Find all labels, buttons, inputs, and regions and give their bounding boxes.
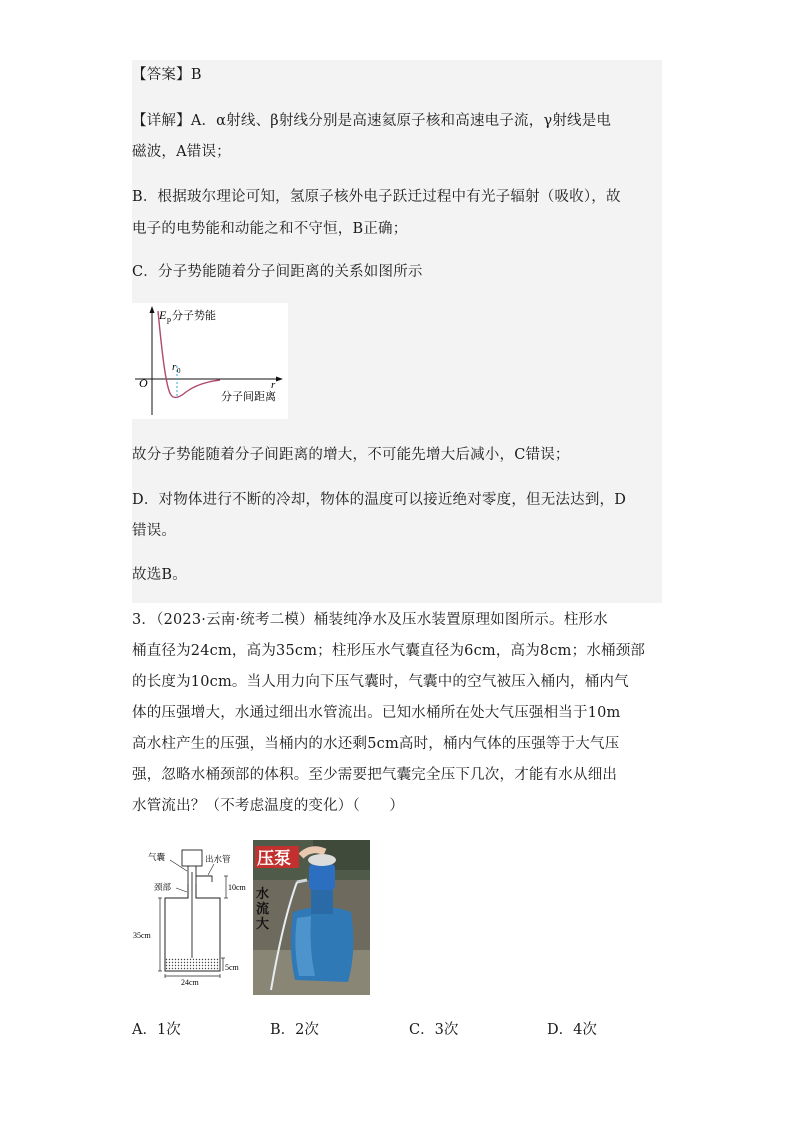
question-line-5: 高水柱产生的压强，当桶内的水还剩5cm高时，桶内气体的压强等于大气压: [132, 736, 620, 752]
explanation-line-9: 故选B。: [132, 567, 187, 583]
pump-photo: [253, 840, 370, 995]
label-outlet: 出水管: [205, 855, 231, 865]
dim-5cm: 5cm: [225, 963, 239, 972]
x-axis-arrow: [276, 377, 283, 382]
bucket-schematic: [132, 838, 246, 996]
ylabel-E: E: [159, 308, 167, 322]
bucket-outline: [165, 884, 220, 971]
option-a[interactable]: A．1次: [132, 1022, 181, 1038]
water-level: [166, 958, 220, 971]
neck-leader: [176, 888, 187, 892]
explanation-line-7: D．对物体进行不断的冷却，物体的温度可以接近绝对零度，但无法达到，D: [132, 492, 627, 508]
water-bucket-diagram: [132, 838, 246, 996]
answer-line: [132, 65, 202, 85]
bucket-neck-photo: [311, 890, 333, 914]
photo-caption-side-2: 流: [256, 902, 270, 917]
airbag-box: [182, 850, 202, 866]
question-line-4: 体的压强增大，水通过细出水管流出。已知水桶所在处大气压强相当于10m: [132, 705, 621, 721]
explanation-line-1: [132, 111, 611, 131]
dim-24cm: 24cm: [181, 978, 199, 987]
x-axis-r-label: r: [271, 379, 276, 391]
potential-energy-graph: [132, 303, 288, 419]
explanation-line-3: B．根据玻尔理论可知，氢原子核外电子跃迁过程中有光子辐射（吸收），故: [132, 189, 621, 205]
explanation-line-8: 错误。: [132, 523, 177, 539]
potential-energy-figure: [132, 303, 288, 419]
label-airbag: 气囊: [148, 853, 166, 863]
answer-label: 【答案】: [132, 67, 191, 83]
explanation-line-2: 磁波，A错误；: [132, 144, 231, 160]
pump-head-photo: [309, 864, 335, 890]
option-d[interactable]: D．4次: [547, 1022, 597, 1038]
question-line-7: 水管流出？（不考虑温度的变化）（ ）: [132, 798, 405, 814]
pump-photo-image: [253, 840, 370, 995]
question-line-2: 桶直径为24cm，高为35cm；柱形压水气囊直径为6cm，高为8cm；水桶颈部: [132, 643, 646, 659]
r0-label: r: [172, 361, 177, 373]
ylabel-text: 分子势能: [172, 309, 216, 322]
dim-10cm: 10cm: [228, 883, 246, 892]
option-b[interactable]: B．2次: [270, 1022, 319, 1038]
option-c[interactable]: C．3次: [409, 1022, 459, 1038]
question-line-6: 强，忽略水桶颈部的体积。至少需要把气囊完全压下几次，才能有水从细出: [132, 767, 618, 783]
outlet-pipe: [196, 876, 212, 882]
question-line-1: 3．（2023·云南·统考二模）桶装纯净水及压水装置原理如图所示。柱形水: [132, 612, 608, 628]
ylabel-sub: p: [167, 315, 171, 324]
explanation-label: 【详解】: [132, 113, 191, 129]
question-line-3: 的长度为10cm。当人用力向下压气囊时，气囊中的空气被压入桶内，桶内气: [132, 674, 629, 690]
answer-value: B: [190, 67, 202, 83]
photo-caption-side-3: 大: [256, 917, 270, 932]
dim-35cm: 35cm: [133, 931, 151, 940]
explanation-line-4: 电子的电势能和动能之和不守恒，B正确；: [132, 221, 408, 237]
photo-caption-top: 压泵: [257, 849, 291, 869]
y-axis-arrow: [150, 306, 155, 313]
photo-caption-side-1: 水: [256, 887, 270, 902]
explanation-line-5: C．分子势能随着分子间距离的关系如图所示: [132, 264, 423, 280]
outlet-leader: [208, 864, 214, 875]
explanation-text-1: A．α射线、β射线分别是高速氦原子核和高速电子流，γ射线是电: [190, 113, 612, 129]
r0-sub: 0: [177, 367, 181, 375]
explanation-line-6: 故分子势能随着分子间距离的增大，不可能先增大后减小，C错误；: [132, 447, 570, 463]
x-axis-text: 分子间距离: [221, 390, 276, 403]
origin-label: O: [139, 376, 148, 390]
label-neck: 颈部: [154, 883, 172, 893]
